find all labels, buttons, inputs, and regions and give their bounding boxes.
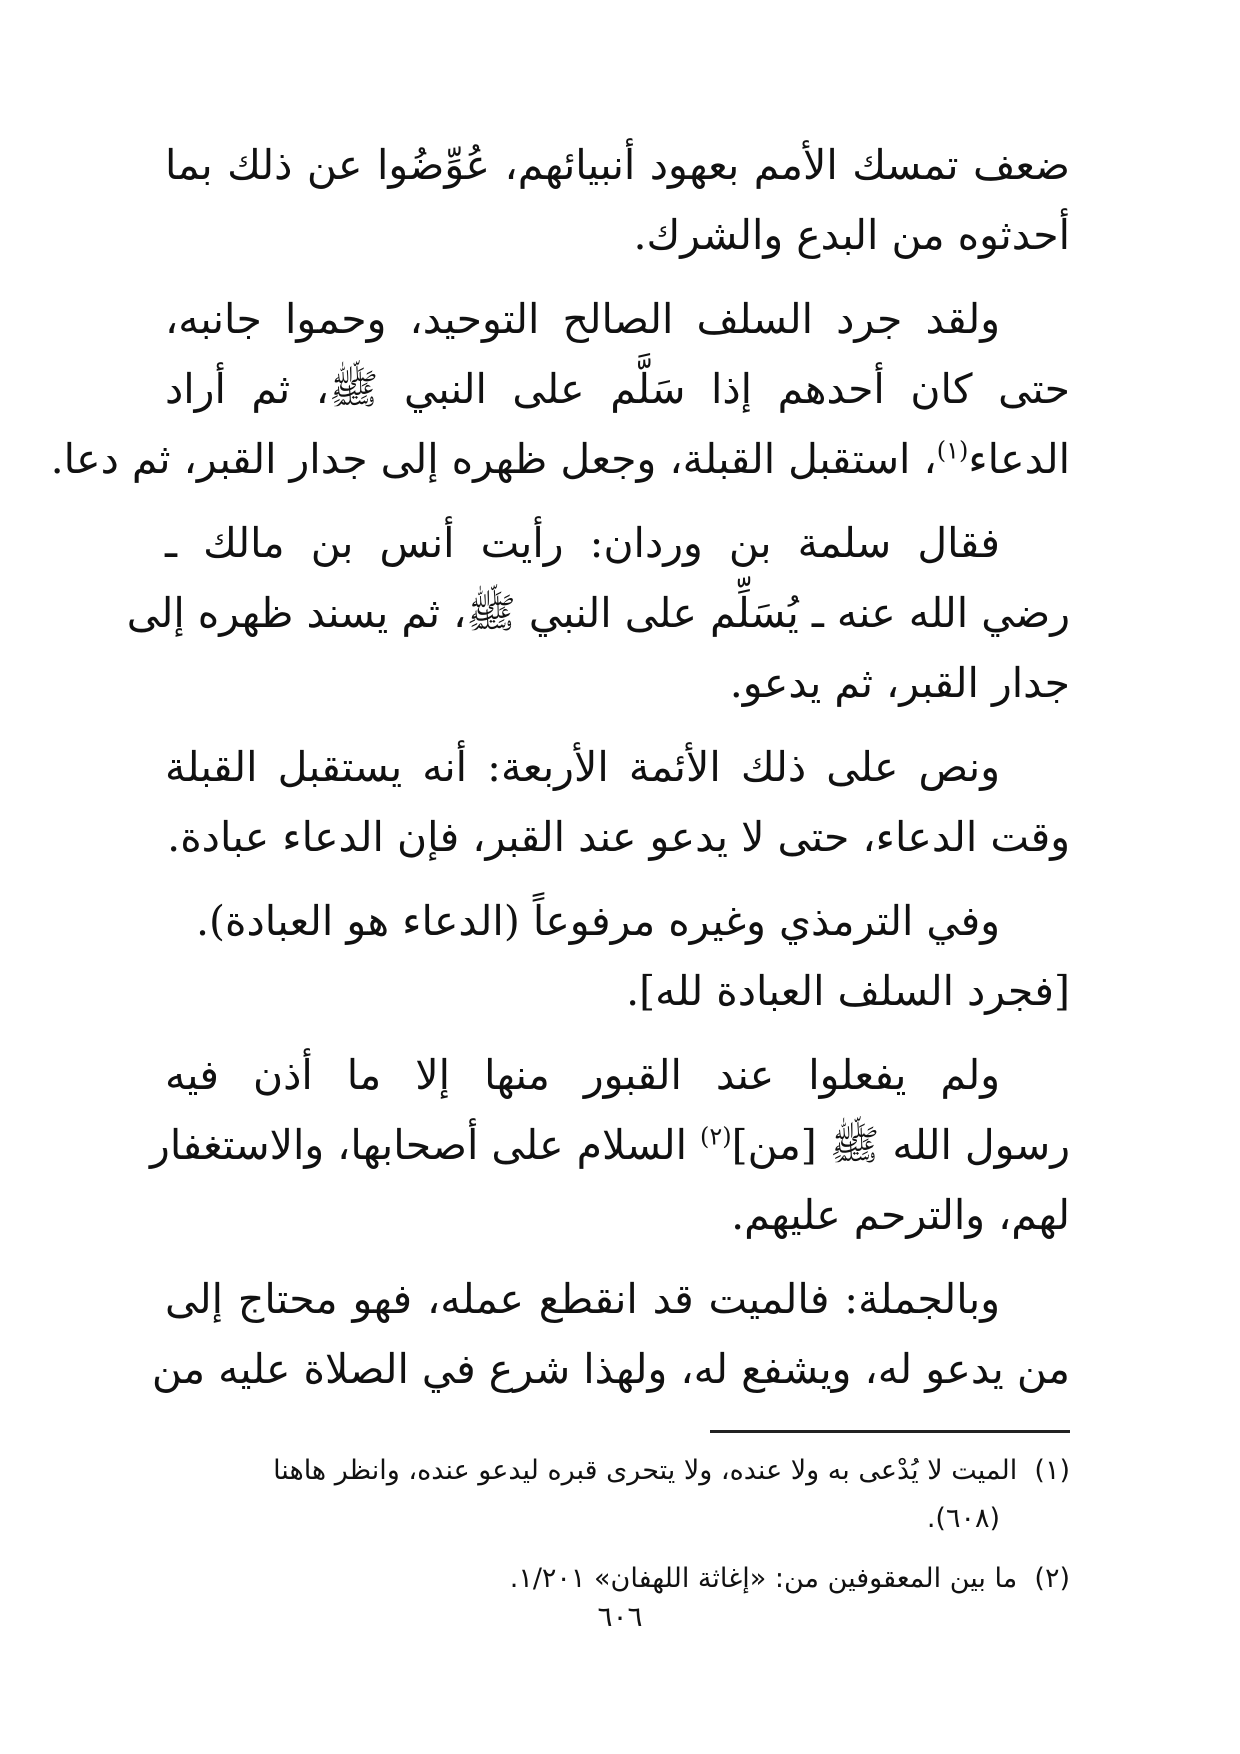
text-line: رضي الله عنه ـ يُسَلِّم على النبي ﷺ، ثم يسند ظهره إلى <box>126 589 1070 637</box>
text-line: حتى كان أحدهم إذا سَلَّم على النبي ﷺ، ثم أراد <box>165 365 1070 413</box>
paragraph-6 <box>150 1040 1070 1250</box>
footnote-line <box>165 1555 1070 1603</box>
text-line: من يدعو له، ويشفع له، ولهذا شرع في الصلاة عليه من <box>151 1345 1070 1393</box>
text-line: ضعف تمسك الأمم بعهود أنبيائهم، عُوِّضُوا عن ذلك بما <box>165 141 1070 189</box>
page-body <box>50 130 1070 1615</box>
footnote-line: (٦٠٨). <box>926 1503 1000 1534</box>
text-fragment: ، استقبل القبلة، وجعل ظهره إلى جدار القبر، ثم دعا. <box>50 435 937 483</box>
text-line: [فجرد السلف العبادة لله]. <box>626 967 1070 1015</box>
text-line <box>150 1110 1070 1180</box>
text-line: جدار القبر، ثم يدعو. <box>729 659 1070 707</box>
paragraph-4 <box>165 732 1070 872</box>
footnote-divider <box>710 1430 1070 1433</box>
text-line: فقال سلمة بن وردان: رأيت أنس بن مالك ـ <box>165 519 1000 567</box>
footnote-number: (١) <box>1034 1455 1070 1486</box>
text-line: ولم يفعلوا عند القبور منها إلا ما أذن فيه <box>165 1051 1000 1099</box>
footnote-line <box>165 1447 1070 1495</box>
footnote-ref-2[interactable]: (٢) <box>700 1122 732 1151</box>
paragraph-7 <box>151 1264 1070 1404</box>
paragraph-5 <box>165 886 1070 1026</box>
text-fragment: رسول الله ﷺ [من] <box>731 1121 1070 1169</box>
text-fragment: السلام على أصحابها، والاستغفار <box>150 1121 700 1169</box>
footnote-number: (٢) <box>1034 1563 1070 1594</box>
footnote-text: الميت لا يُدْعى به ولا عنده، ولا يتحرى قبره ليدعو عنده، وانظر هاهنا <box>273 1455 1018 1486</box>
footnote-1 <box>165 1447 1070 1543</box>
footnote-text: ما بين المعقوفين من: «إغاثة اللهفان» ١/٢٠١. <box>509 1563 1018 1594</box>
footnote-2 <box>165 1555 1070 1603</box>
paragraph-2 <box>50 284 1070 494</box>
footnotes <box>165 1447 1070 1603</box>
text-line: لهم، والترحم عليهم. <box>731 1191 1070 1239</box>
text-fragment: الدعاء <box>968 435 1070 483</box>
text-line: وبالجملة: فالميت قد انقطع عمله، فهو محتاج إلى <box>165 1275 1000 1323</box>
text-line: ولقد جرد السلف الصالح التوحيد، وحموا جانبه، <box>165 295 1000 343</box>
text-line: وفي الترمذي وغيره مرفوعاً (الدعاء هو العبادة). <box>196 897 1000 945</box>
paragraph-3 <box>126 508 1070 718</box>
text-line: وقت الدعاء، حتى لا يدعو عند القبر، فإن الدعاء عبادة. <box>167 813 1070 861</box>
paragraph-1 <box>165 130 1070 270</box>
text-line: ونص على ذلك الأئمة الأربعة: أنه يستقبل القبلة <box>165 743 1000 791</box>
page-number: ٦٠٦ <box>597 1600 643 1633</box>
text-line: أحدثوه من البدع والشرك. <box>633 211 1070 259</box>
text-line <box>50 424 1070 494</box>
footnote-ref-1[interactable]: (١) <box>936 436 969 465</box>
